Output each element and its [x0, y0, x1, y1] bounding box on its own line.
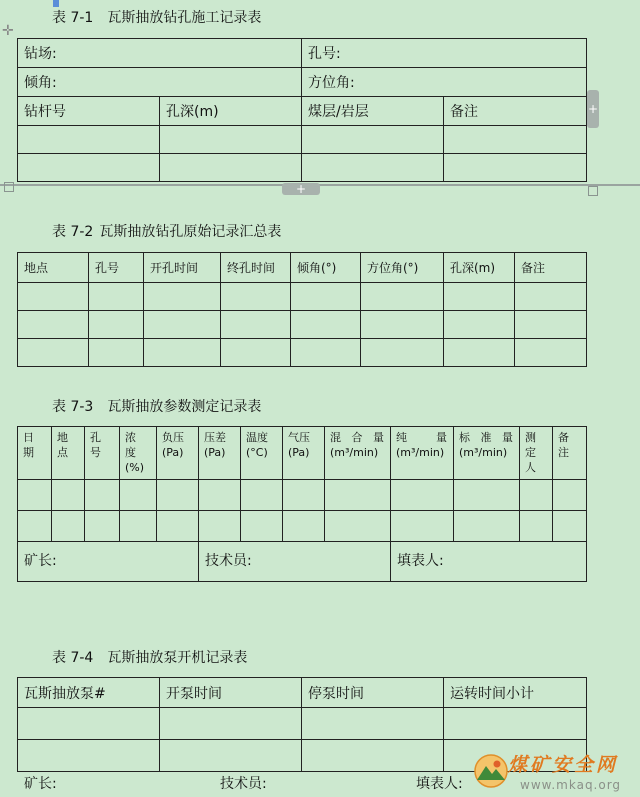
table2-header: 备注 [515, 253, 587, 283]
move-table-handle-icon[interactable]: ✛ [2, 23, 14, 39]
table-cell[interactable] [157, 480, 199, 511]
table4-caption [52, 647, 247, 667]
table-cell[interactable] [18, 126, 160, 154]
table-cell[interactable] [302, 740, 444, 772]
table1-header: 煤层/岩层 [302, 97, 444, 126]
table-cell[interactable] [302, 708, 444, 740]
table-cell[interactable] [553, 511, 587, 542]
table-cell[interactable] [199, 511, 241, 542]
table-cell[interactable] [18, 283, 89, 311]
table1 [17, 38, 587, 182]
table-resize-corner-icon[interactable] [588, 186, 598, 196]
hole-no-label: 孔号: [308, 46, 341, 62]
table1-header: 备注 [444, 97, 587, 126]
technician-cell[interactable] [199, 542, 391, 582]
table-cell[interactable] [291, 283, 361, 311]
table-cell[interactable] [391, 480, 454, 511]
mine-manager-cell[interactable] [18, 542, 199, 582]
table-cell[interactable] [520, 480, 553, 511]
table3-header-air-pressure [283, 427, 325, 480]
filler-label: 填表人: [416, 776, 463, 792]
table-cell[interactable] [515, 311, 587, 339]
header-line: 测 [525, 431, 536, 444]
table-cell[interactable] [302, 154, 444, 182]
table3-header-standard-flow [454, 427, 520, 480]
header-line: 备 [558, 431, 569, 444]
table3-header-measurer [520, 427, 553, 480]
header-line: 日 [23, 431, 34, 444]
header-line: 期 [23, 446, 34, 459]
table1-header: 钻杆号 [18, 97, 160, 126]
table-cell[interactable] [160, 708, 302, 740]
table-cell[interactable] [302, 126, 444, 154]
header-line: 浓 [125, 431, 136, 444]
table1-caption [52, 7, 261, 27]
add-column-icon[interactable]: + [587, 90, 599, 128]
header-line: (°C) [246, 446, 268, 459]
table-cell[interactable] [221, 311, 291, 339]
table-cell[interactable] [241, 511, 283, 542]
table-cell[interactable] [144, 311, 221, 339]
table-cell[interactable] [18, 740, 160, 772]
table3-header-remark [553, 427, 587, 480]
table-cell[interactable] [221, 283, 291, 311]
table4-caption-title: 瓦斯抽放泵开机记录表 [107, 650, 248, 666]
table3-header-mixed-flow [325, 427, 391, 480]
header-line: 孔 [90, 431, 101, 444]
header-line: (m³/min) [459, 446, 508, 459]
table2-header: 倾角(°) [291, 253, 361, 283]
table2-header: 孔深(m) [444, 253, 515, 283]
header-line: (Pa) [162, 446, 184, 459]
table-cell[interactable] [52, 480, 85, 511]
header-line: 人 [525, 461, 536, 474]
watermark [472, 748, 640, 797]
header-line: (m³/min) [330, 446, 379, 459]
table3-caption-title: 瓦斯抽放参数测定记录表 [107, 399, 262, 415]
table-cell[interactable] [18, 311, 89, 339]
table-cell[interactable] [144, 339, 221, 367]
table2-caption-number: 表 7-2 [52, 224, 94, 240]
header-line: 点 [57, 446, 68, 459]
table4-header: 停泵时间 [302, 678, 444, 708]
table-cell[interactable] [444, 154, 587, 182]
table-cell[interactable] [444, 283, 515, 311]
azimuth-label: 方位角: [308, 75, 355, 91]
header-line: 定 [525, 446, 536, 459]
azimuth-cell[interactable] [302, 68, 587, 97]
table4-caption-number: 表 7-4 [52, 650, 94, 666]
table3-caption [52, 396, 261, 416]
table-cell[interactable] [325, 511, 391, 542]
technician-label: 技术员: [220, 776, 267, 792]
watermark-title: 煤矿安全网 [508, 754, 619, 776]
table-cell[interactable] [157, 511, 199, 542]
table3-header-hole-no [85, 427, 120, 480]
table-cell[interactable] [199, 480, 241, 511]
header-line: 号 [90, 446, 101, 459]
table3-caption-number: 表 7-3 [52, 399, 94, 415]
table4-header: 运转时间小计 [444, 678, 587, 708]
header-line: 混合量 [330, 431, 384, 444]
table-cell[interactable] [515, 339, 587, 367]
site-cell[interactable] [18, 39, 302, 68]
mine-manager-label: 矿长: [24, 776, 57, 792]
table-cell[interactable] [120, 511, 157, 542]
hole-no-cell[interactable] [302, 39, 587, 68]
add-row-icon[interactable]: + [282, 183, 320, 195]
table3-header-temperature [241, 427, 283, 480]
table-cell[interactable] [18, 154, 160, 182]
table-cell[interactable] [18, 511, 52, 542]
header-line: (Pa) [288, 446, 310, 459]
table-cell[interactable] [454, 511, 520, 542]
header-line: 温度 [246, 431, 268, 444]
header-line: (Pa) [204, 446, 226, 459]
table3 [17, 426, 587, 582]
header-line: (m³/min) [396, 446, 445, 459]
table-cell[interactable] [85, 511, 120, 542]
table-cell[interactable] [160, 126, 302, 154]
table-cell[interactable] [553, 480, 587, 511]
table2-header: 孔号 [89, 253, 144, 283]
table-cell[interactable] [89, 339, 144, 367]
table-cell[interactable] [361, 339, 444, 367]
table-cell[interactable] [444, 339, 515, 367]
header-line: (%) [125, 461, 145, 474]
header-line: 压差 [204, 431, 226, 444]
header-line: 注 [558, 446, 569, 459]
table-corner-left-icon [4, 182, 14, 192]
header-line: 地 [57, 431, 68, 444]
table1-header: 孔深(m) [160, 97, 302, 126]
table-cell[interactable] [18, 480, 52, 511]
table3-header-date [18, 427, 52, 480]
table2-caption-title: 瓦斯抽放钻孔原始记录汇总表 [99, 224, 282, 240]
table-cell[interactable] [221, 339, 291, 367]
table-cell[interactable] [361, 311, 444, 339]
header-line: 度 [125, 446, 136, 459]
table-cell[interactable] [89, 311, 144, 339]
table-resize-line [0, 184, 640, 186]
table4-header: 开泵时间 [160, 678, 302, 708]
filler-label: 填表人: [397, 553, 444, 569]
table-cell[interactable] [160, 740, 302, 772]
mountain-logo-icon [474, 754, 508, 788]
inclination-label: 倾角: [24, 75, 57, 91]
site-label: 钻场: [24, 46, 57, 62]
table-cell[interactable] [241, 480, 283, 511]
table2-caption [52, 221, 281, 241]
table3-header-location [52, 427, 85, 480]
technician-label: 技术员: [205, 553, 252, 569]
table-cell[interactable] [18, 708, 160, 740]
header-line: 标准量 [459, 431, 513, 444]
table-cell[interactable] [444, 126, 587, 154]
table1-caption-number: 表 7-1 [52, 10, 94, 26]
table-cell[interactable] [120, 480, 157, 511]
table2-header: 地点 [18, 253, 89, 283]
table2-header: 方位角(°) [361, 253, 444, 283]
table2 [17, 252, 587, 367]
table-cell[interactable] [444, 311, 515, 339]
table-cell[interactable] [391, 511, 454, 542]
header-line: 负压 [162, 431, 184, 444]
watermark-url: www.mkaq.org [520, 778, 622, 792]
table-cell[interactable] [160, 154, 302, 182]
table3-header-pure-flow [391, 427, 454, 480]
table-cell[interactable] [144, 283, 221, 311]
header-line: 纯 量 [396, 431, 447, 444]
table1-caption-title: 瓦斯抽放钻孔施工记录表 [107, 10, 262, 26]
table3-header-negative-pressure [157, 427, 199, 480]
table2-header: 开孔时间 [144, 253, 221, 283]
table-cell[interactable] [291, 311, 361, 339]
top-marker [53, 0, 59, 7]
table-cell[interactable] [291, 339, 361, 367]
table2-header: 终孔时间 [221, 253, 291, 283]
table-cell[interactable] [283, 480, 325, 511]
table-cell[interactable] [325, 480, 391, 511]
table4-header: 瓦斯抽放泵# [18, 678, 160, 708]
table-cell[interactable] [89, 283, 144, 311]
table-cell[interactable] [444, 708, 587, 740]
table-cell[interactable] [361, 283, 444, 311]
table3-header-pressure-diff [199, 427, 241, 480]
table-cell[interactable] [454, 480, 520, 511]
filler-cell[interactable] [391, 542, 587, 582]
table3-header-concentration [120, 427, 157, 480]
table-cell[interactable] [520, 511, 553, 542]
header-line: 气压 [288, 431, 310, 444]
table-cell[interactable] [52, 511, 85, 542]
table-cell[interactable] [515, 283, 587, 311]
table-cell[interactable] [283, 511, 325, 542]
mine-manager-label: 矿长: [24, 553, 57, 569]
table-cell[interactable] [85, 480, 120, 511]
table-cell[interactable] [18, 339, 89, 367]
inclination-cell[interactable] [18, 68, 302, 97]
